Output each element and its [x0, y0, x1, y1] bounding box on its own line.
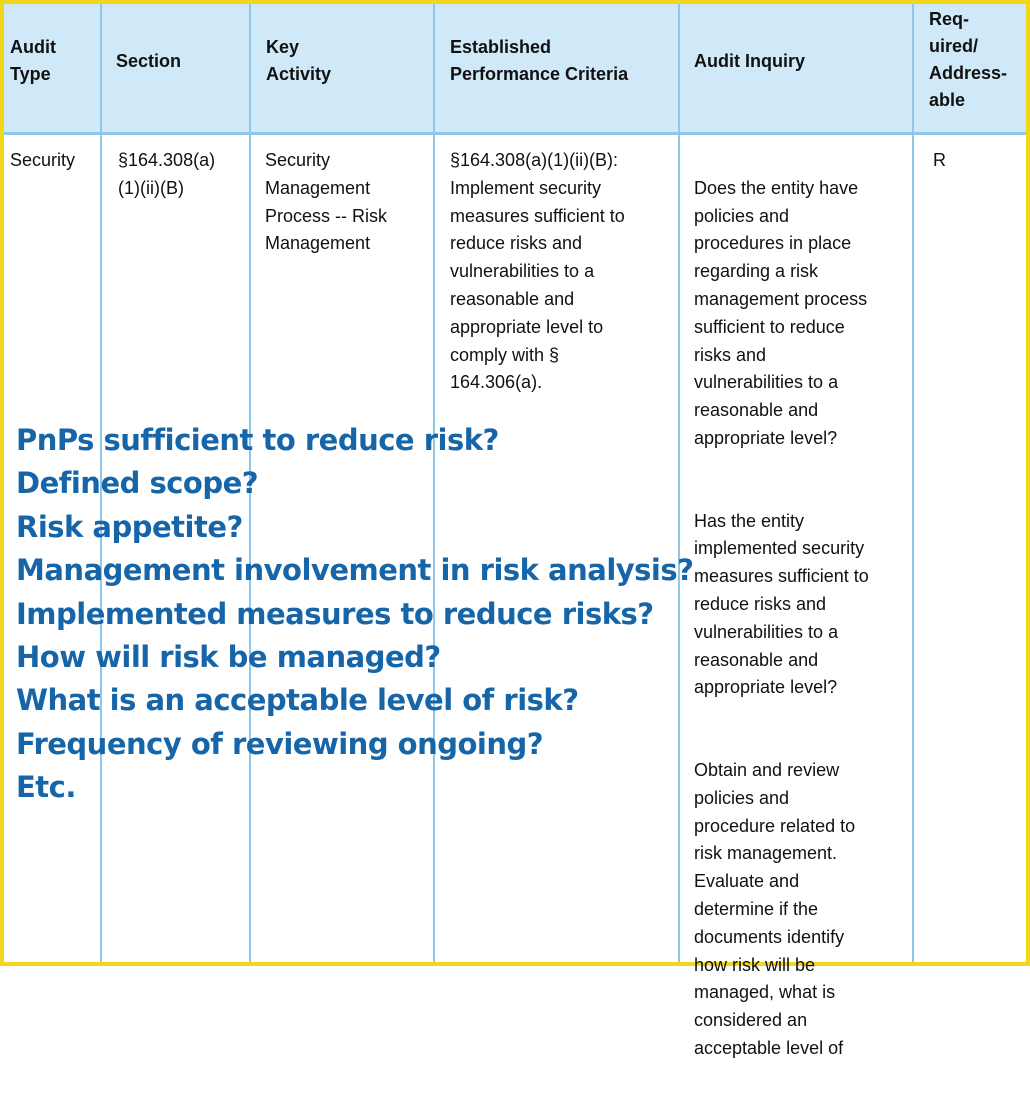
overlay-note: Risk appetite? [16, 509, 243, 544]
header-audit-inquiry: Audit Inquiry [694, 51, 805, 71]
cell-section: §164.308(a) (1)(ii)(B) [118, 150, 216, 198]
overlay-notes [16, 419, 693, 810]
overlay-note: Frequency of reviewing ongoing? [16, 726, 544, 761]
overlay-note: Etc. [16, 770, 76, 805]
audit-inquiry-item: Does the entity have policies and procedures in place regarding a risk management process sufficient to reduce risks and vulnerabilities to a reasonable and appropriate level? [694, 177, 868, 448]
header-audit-type: Audit Type [10, 37, 56, 84]
audit-inquiry-item: Obtain and review policies and procedure related to risk management. Evaluate and determine if the documents identify how risk will be managed, what is considered an acceptable level of [694, 759, 856, 1058]
overlay-note: Implemented measures to reduce risks? [16, 596, 654, 631]
header-performance-criteria: Established Performance Criteria [450, 37, 629, 84]
header-key-activity: Key Activity [266, 37, 332, 84]
overlay-note: Management involvement in risk analysis? [16, 553, 694, 588]
cell-performance-criteria: §164.308(a)(1)(ii)(B): Implement security measures sufficient to reduce risks and vulnerabilities to a reasonable and appropriate level to comply with § 164.306(a). [450, 150, 625, 393]
overlay-note: How will risk be managed? [16, 639, 441, 674]
cell-required: R [933, 150, 946, 170]
column-divider [912, 4, 914, 962]
header-required-addressable: Req- uired/ Address- able [929, 9, 1008, 110]
cell-audit-type: Security [10, 150, 76, 170]
overlay-note: PnPs sufficient to reduce risk? [16, 423, 499, 457]
header-section: Section [116, 51, 182, 71]
cell-key-activity: Security Management Process -- Risk Management [265, 150, 388, 254]
overlay-note: What is an acceptable level of risk? [16, 683, 579, 718]
cell-audit-inquiry [694, 147, 869, 1118]
overlay-note: Defined scope? [16, 466, 259, 501]
audit-inquiry-item: Has the entity implemented security measures sufficient to reduce risks and vulnerabilities to a reasonable and appropriate level? [694, 510, 869, 698]
